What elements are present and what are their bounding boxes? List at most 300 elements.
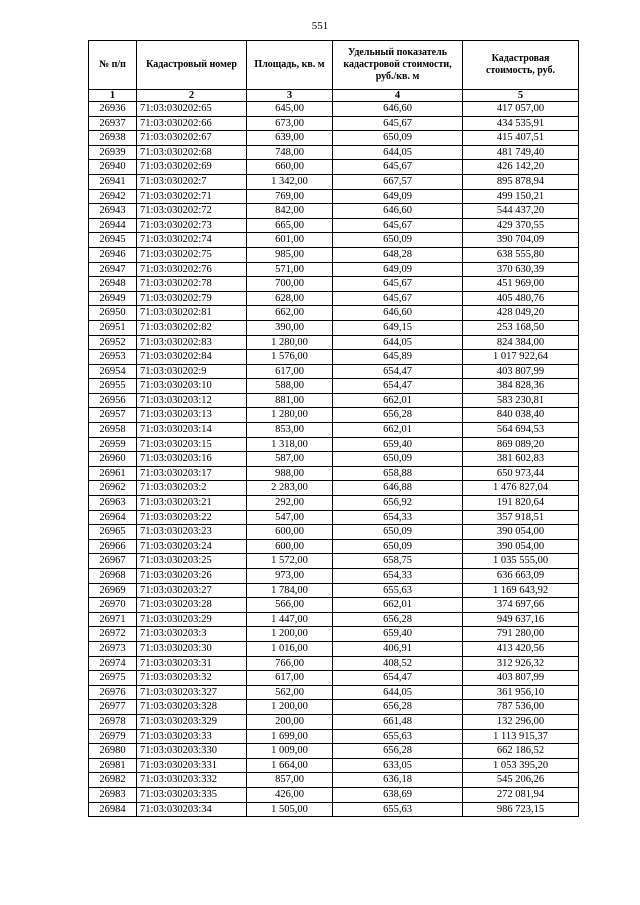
row-index: 26980	[89, 744, 137, 759]
row-index: 26981	[89, 758, 137, 773]
page-number: 551	[311, 20, 329, 32]
cadastral-number: 71:03:030203:330	[137, 744, 247, 759]
cadastral-number: 71:03:030203:16	[137, 452, 247, 467]
cadastral-number: 71:03:030202:65	[137, 102, 247, 117]
cadastral-value: 390 704,09	[463, 233, 579, 248]
area: 426,00	[247, 787, 333, 802]
area: 660,00	[247, 160, 333, 175]
row-index: 26957	[89, 408, 137, 423]
cadastral-number: 71:03:030202:7	[137, 174, 247, 189]
cadastral-value: 374 697,66	[463, 598, 579, 613]
row-index: 26984	[89, 802, 137, 817]
unit-value: 654,33	[333, 569, 463, 584]
row-index: 26978	[89, 714, 137, 729]
column-number: 1	[89, 90, 137, 102]
cadastral-number: 71:03:030203:14	[137, 423, 247, 438]
area: 617,00	[247, 364, 333, 379]
cadastral-value: 405 480,76	[463, 291, 579, 306]
unit-value: 646,88	[333, 481, 463, 496]
cadastral-number: 71:03:030203:21	[137, 496, 247, 511]
row-index: 26969	[89, 583, 137, 598]
row-index: 26956	[89, 393, 137, 408]
table-row	[89, 204, 579, 219]
column-number: 2	[137, 90, 247, 102]
row-index: 26944	[89, 218, 137, 233]
column-numbers-row	[89, 90, 579, 102]
table-row	[89, 569, 579, 584]
cadastral-value: 417 057,00	[463, 102, 579, 117]
unit-value: 649,15	[333, 320, 463, 335]
unit-value: 645,67	[333, 160, 463, 175]
unit-value: 654,47	[333, 671, 463, 686]
area: 587,00	[247, 452, 333, 467]
cadastral-value: 434 535,91	[463, 116, 579, 131]
unit-value: 649,09	[333, 189, 463, 204]
cadastral-number: 71:03:030203:33	[137, 729, 247, 744]
row-index: 26982	[89, 773, 137, 788]
row-index: 26946	[89, 247, 137, 262]
cadastral-value: 583 230,81	[463, 393, 579, 408]
table-row	[89, 802, 579, 817]
cadastral-number: 71:03:030203:335	[137, 787, 247, 802]
cadastral-value: 481 749,40	[463, 145, 579, 160]
table-row	[89, 612, 579, 627]
area: 200,00	[247, 714, 333, 729]
unit-value: 654,47	[333, 379, 463, 394]
cadastral-number: 71:03:030202:82	[137, 320, 247, 335]
cadastral-number: 71:03:030203:329	[137, 714, 247, 729]
area: 881,00	[247, 393, 333, 408]
cadastre-table	[88, 40, 579, 817]
unit-value: 645,67	[333, 277, 463, 292]
table-row	[89, 481, 579, 496]
header-cadastral-number: Кадастровый номер	[137, 41, 247, 90]
unit-value: 659,40	[333, 627, 463, 642]
cadastral-number: 71:03:030203:34	[137, 802, 247, 817]
unit-value: 406,91	[333, 641, 463, 656]
area: 1 200,00	[247, 627, 333, 642]
row-index: 26966	[89, 539, 137, 554]
area: 1 200,00	[247, 700, 333, 715]
cadastral-number: 71:03:030203:32	[137, 671, 247, 686]
area: 2 283,00	[247, 481, 333, 496]
table-row	[89, 174, 579, 189]
cadastral-number: 71:03:030203:29	[137, 612, 247, 627]
table-row	[89, 466, 579, 481]
cadastral-number: 71:03:030202:79	[137, 291, 247, 306]
row-index: 26953	[89, 350, 137, 365]
column-number: 5	[463, 90, 579, 102]
area: 985,00	[247, 247, 333, 262]
cadastral-number: 71:03:030203:27	[137, 583, 247, 598]
cadastral-value: 272 081,94	[463, 787, 579, 802]
cadastral-number: 71:03:030203:332	[137, 773, 247, 788]
cadastral-number: 71:03:030203:3	[137, 627, 247, 642]
unit-value: 654,47	[333, 364, 463, 379]
table-row	[89, 131, 579, 146]
unit-value: 656,28	[333, 744, 463, 759]
header-row	[89, 41, 579, 90]
cadastral-number: 71:03:030203:12	[137, 393, 247, 408]
table-row	[89, 262, 579, 277]
cadastral-number: 71:03:030203:22	[137, 510, 247, 525]
cadastral-number: 71:03:030202:69	[137, 160, 247, 175]
row-index: 26945	[89, 233, 137, 248]
table-row	[89, 189, 579, 204]
unit-value: 645,89	[333, 350, 463, 365]
row-index: 26972	[89, 627, 137, 642]
unit-value: 656,28	[333, 700, 463, 715]
cadastral-number: 71:03:030202:83	[137, 335, 247, 350]
table-row	[89, 773, 579, 788]
row-index: 26976	[89, 685, 137, 700]
area: 700,00	[247, 277, 333, 292]
unit-value: 645,67	[333, 218, 463, 233]
cadastral-number: 71:03:030203:13	[137, 408, 247, 423]
cadastral-number: 71:03:030203:2	[137, 481, 247, 496]
area: 292,00	[247, 496, 333, 511]
row-index: 26967	[89, 554, 137, 569]
cadastral-number: 71:03:030203:28	[137, 598, 247, 613]
cadastral-value: 253 168,50	[463, 320, 579, 335]
unit-value: 656,28	[333, 612, 463, 627]
table-row	[89, 700, 579, 715]
unit-value: 649,09	[333, 262, 463, 277]
cadastral-number: 71:03:030203:331	[137, 758, 247, 773]
unit-value: 636,18	[333, 773, 463, 788]
cadastral-value: 390 054,00	[463, 539, 579, 554]
unit-value: 656,92	[333, 496, 463, 511]
unit-value: 644,05	[333, 685, 463, 700]
area: 566,00	[247, 598, 333, 613]
unit-value: 408,52	[333, 656, 463, 671]
cadastral-number: 71:03:030203:26	[137, 569, 247, 584]
cadastral-value: 791 280,00	[463, 627, 579, 642]
table-row	[89, 145, 579, 160]
row-index: 26955	[89, 379, 137, 394]
area: 639,00	[247, 131, 333, 146]
table-row	[89, 335, 579, 350]
column-number: 3	[247, 90, 333, 102]
table-body	[89, 90, 579, 817]
row-index: 26943	[89, 204, 137, 219]
row-index: 26938	[89, 131, 137, 146]
row-index: 26977	[89, 700, 137, 715]
area: 601,00	[247, 233, 333, 248]
row-index: 26937	[89, 116, 137, 131]
table-row	[89, 102, 579, 117]
area: 1 784,00	[247, 583, 333, 598]
table-row	[89, 714, 579, 729]
area: 571,00	[247, 262, 333, 277]
row-index: 26970	[89, 598, 137, 613]
cadastral-number: 71:03:030202:84	[137, 350, 247, 365]
cadastral-value: 1 113 915,37	[463, 729, 579, 744]
cadastral-value: 357 918,51	[463, 510, 579, 525]
table-row	[89, 320, 579, 335]
area: 853,00	[247, 423, 333, 438]
unit-value: 656,28	[333, 408, 463, 423]
cadastral-number: 71:03:030203:24	[137, 539, 247, 554]
area: 1 016,00	[247, 641, 333, 656]
cadastral-number: 71:03:030202:75	[137, 247, 247, 262]
table-row	[89, 787, 579, 802]
cadastral-value: 1 017 922,64	[463, 350, 579, 365]
cadastral-number: 71:03:030203:23	[137, 525, 247, 540]
row-index: 26962	[89, 481, 137, 496]
row-index: 26959	[89, 437, 137, 452]
cadastral-number: 71:03:030202:68	[137, 145, 247, 160]
table-row	[89, 510, 579, 525]
unit-value: 650,09	[333, 452, 463, 467]
table-row	[89, 116, 579, 131]
area: 1 664,00	[247, 758, 333, 773]
row-index: 26947	[89, 262, 137, 277]
cadastral-value: 662 186,52	[463, 744, 579, 759]
area: 665,00	[247, 218, 333, 233]
row-index: 26964	[89, 510, 137, 525]
area: 988,00	[247, 466, 333, 481]
table-row	[89, 437, 579, 452]
cadastral-value: 949 637,16	[463, 612, 579, 627]
table-row	[89, 277, 579, 292]
cadastral-value: 312 926,32	[463, 656, 579, 671]
area: 1 699,00	[247, 729, 333, 744]
cadastral-value: 1 035 555,00	[463, 554, 579, 569]
unit-value: 655,63	[333, 802, 463, 817]
cadastral-number: 71:03:030203:31	[137, 656, 247, 671]
unit-value: 646,60	[333, 204, 463, 219]
row-index: 26965	[89, 525, 137, 540]
area: 1 447,00	[247, 612, 333, 627]
area: 766,00	[247, 656, 333, 671]
area: 973,00	[247, 569, 333, 584]
cadastral-value: 986 723,15	[463, 802, 579, 817]
cadastral-number: 71:03:030203:30	[137, 641, 247, 656]
unit-value: 638,69	[333, 787, 463, 802]
unit-value: 662,01	[333, 393, 463, 408]
row-index: 26936	[89, 102, 137, 117]
table-row	[89, 452, 579, 467]
table-row	[89, 583, 579, 598]
unit-value: 662,01	[333, 423, 463, 438]
unit-value: 650,09	[333, 131, 463, 146]
area: 645,00	[247, 102, 333, 117]
row-index: 26954	[89, 364, 137, 379]
column-number: 4	[333, 90, 463, 102]
table-row	[89, 408, 579, 423]
area: 562,00	[247, 685, 333, 700]
row-index: 26961	[89, 466, 137, 481]
row-index: 26949	[89, 291, 137, 306]
cadastral-number: 71:03:030202:76	[137, 262, 247, 277]
row-index: 26958	[89, 423, 137, 438]
table-row	[89, 496, 579, 511]
cadastral-value: 840 038,40	[463, 408, 579, 423]
cadastral-value: 403 807,99	[463, 671, 579, 686]
cadastral-value: 544 437,20	[463, 204, 579, 219]
row-index: 26940	[89, 160, 137, 175]
table-row	[89, 350, 579, 365]
unit-value: 662,01	[333, 598, 463, 613]
row-index: 26948	[89, 277, 137, 292]
table-row	[89, 539, 579, 554]
area: 673,00	[247, 116, 333, 131]
area: 1 576,00	[247, 350, 333, 365]
row-index: 26963	[89, 496, 137, 511]
cadastral-value: 499 150,21	[463, 189, 579, 204]
table-row	[89, 306, 579, 321]
area: 1 280,00	[247, 335, 333, 350]
table-row	[89, 598, 579, 613]
area: 1 572,00	[247, 554, 333, 569]
row-index: 26979	[89, 729, 137, 744]
cadastral-number: 71:03:030203:10	[137, 379, 247, 394]
cadastral-number: 71:03:030202:71	[137, 189, 247, 204]
table-row	[89, 685, 579, 700]
unit-value: 650,09	[333, 233, 463, 248]
cadastral-value: 787 536,00	[463, 700, 579, 715]
cadastral-value: 132 296,00	[463, 714, 579, 729]
cadastral-value: 361 956,10	[463, 685, 579, 700]
row-index: 26974	[89, 656, 137, 671]
cadastral-value: 650 973,44	[463, 466, 579, 481]
unit-value: 648,28	[333, 247, 463, 262]
cadastral-number: 71:03:030203:15	[137, 437, 247, 452]
unit-value: 650,09	[333, 539, 463, 554]
cadastral-number: 71:03:030202:72	[137, 204, 247, 219]
unit-value: 646,60	[333, 306, 463, 321]
header-area: Площадь, кв. м	[247, 41, 333, 90]
table-row	[89, 393, 579, 408]
area: 1 505,00	[247, 802, 333, 817]
table-row	[89, 291, 579, 306]
area: 1 342,00	[247, 174, 333, 189]
cadastral-value: 428 049,20	[463, 306, 579, 321]
unit-value: 658,88	[333, 466, 463, 481]
row-index: 26942	[89, 189, 137, 204]
table-row	[89, 247, 579, 262]
cadastral-value: 895 878,94	[463, 174, 579, 189]
cadastral-value: 636 663,09	[463, 569, 579, 584]
row-index: 26951	[89, 320, 137, 335]
row-index: 26983	[89, 787, 137, 802]
table-row	[89, 758, 579, 773]
cadastral-value: 1 476 827,04	[463, 481, 579, 496]
table-row	[89, 233, 579, 248]
unit-value: 644,05	[333, 335, 463, 350]
unit-value: 659,40	[333, 437, 463, 452]
table-row	[89, 641, 579, 656]
unit-value: 644,05	[333, 145, 463, 160]
area: 769,00	[247, 189, 333, 204]
cadastral-value: 869 089,20	[463, 437, 579, 452]
area: 748,00	[247, 145, 333, 160]
area: 600,00	[247, 525, 333, 540]
unit-value: 646,60	[333, 102, 463, 117]
cadastral-value: 191 820,64	[463, 496, 579, 511]
cadastral-value: 415 407,51	[463, 131, 579, 146]
cadastral-value: 638 555,80	[463, 247, 579, 262]
cadastral-value: 384 828,36	[463, 379, 579, 394]
header-cadastral-value: Кадастровая стоимость, руб.	[463, 41, 579, 90]
area: 842,00	[247, 204, 333, 219]
unit-value: 655,63	[333, 729, 463, 744]
cadastral-value: 370 630,39	[463, 262, 579, 277]
table-row	[89, 671, 579, 686]
cadastral-number: 71:03:030203:25	[137, 554, 247, 569]
area: 1 318,00	[247, 437, 333, 452]
area: 857,00	[247, 773, 333, 788]
row-index: 26973	[89, 641, 137, 656]
cadastral-number: 71:03:030202:74	[137, 233, 247, 248]
table-row	[89, 218, 579, 233]
table-row	[89, 364, 579, 379]
cadastral-value: 1 169 643,92	[463, 583, 579, 598]
unit-value: 661,48	[333, 714, 463, 729]
table-row	[89, 379, 579, 394]
area: 1 009,00	[247, 744, 333, 759]
table-row	[89, 423, 579, 438]
row-index: 26975	[89, 671, 137, 686]
table-row	[89, 525, 579, 540]
row-index: 26941	[89, 174, 137, 189]
table-row	[89, 744, 579, 759]
row-index: 26939	[89, 145, 137, 160]
cadastral-value: 1 053 395,20	[463, 758, 579, 773]
cadastral-number: 71:03:030203:328	[137, 700, 247, 715]
area: 617,00	[247, 671, 333, 686]
row-index: 26971	[89, 612, 137, 627]
unit-value: 633,05	[333, 758, 463, 773]
area: 662,00	[247, 306, 333, 321]
cadastral-value: 403 807,99	[463, 364, 579, 379]
unit-value: 645,67	[333, 291, 463, 306]
unit-value: 650,09	[333, 525, 463, 540]
cadastral-number: 71:03:030202:81	[137, 306, 247, 321]
area: 1 280,00	[247, 408, 333, 423]
area: 547,00	[247, 510, 333, 525]
area: 588,00	[247, 379, 333, 394]
row-index: 26950	[89, 306, 137, 321]
unit-value: 658,75	[333, 554, 463, 569]
row-index: 26952	[89, 335, 137, 350]
header-unit-value: Удельный показатель кадастровой стоимости, руб./кв. м	[333, 41, 463, 90]
cadastral-value: 381 602,83	[463, 452, 579, 467]
unit-value: 645,67	[333, 116, 463, 131]
unit-value: 654,33	[333, 510, 463, 525]
table-row	[89, 627, 579, 642]
cadastral-number: 71:03:030202:9	[137, 364, 247, 379]
cadastral-number: 71:03:030202:66	[137, 116, 247, 131]
unit-value: 667,57	[333, 174, 463, 189]
cadastral-value: 545 206,26	[463, 773, 579, 788]
table-row	[89, 160, 579, 175]
cadastral-number: 71:03:030203:17	[137, 466, 247, 481]
cadastral-value: 564 694,53	[463, 423, 579, 438]
table-row	[89, 554, 579, 569]
row-index: 26960	[89, 452, 137, 467]
cadastral-value: 390 054,00	[463, 525, 579, 540]
cadastral-value: 413 420,56	[463, 641, 579, 656]
table-row	[89, 729, 579, 744]
cadastral-value: 824 384,00	[463, 335, 579, 350]
cadastral-value: 451 969,00	[463, 277, 579, 292]
cadastral-value: 426 142,20	[463, 160, 579, 175]
table-row	[89, 656, 579, 671]
area: 390,00	[247, 320, 333, 335]
unit-value: 655,63	[333, 583, 463, 598]
